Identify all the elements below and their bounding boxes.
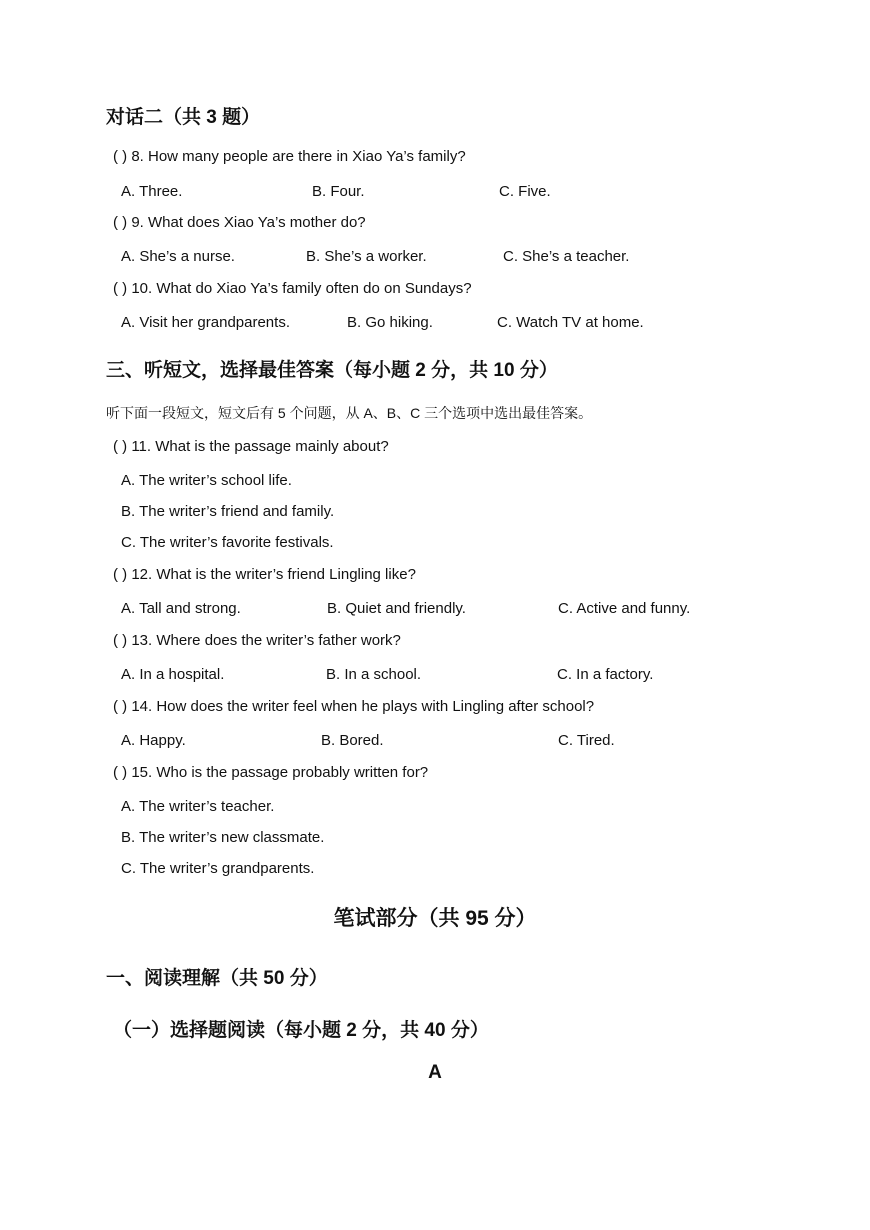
written-section-title: 笔试部分（共 95 分） bbox=[333, 907, 537, 930]
question-13-option-b: B. In a school. bbox=[326, 666, 422, 683]
question-10-option-b: B. Go hiking. bbox=[347, 314, 433, 331]
multiple-choice-reading-heading: （一）选择题阅读（每小题 2 分，共 40 分） bbox=[113, 1020, 489, 1041]
question-8-option-a: A. Three. bbox=[121, 183, 183, 200]
question-11-option-a: A. The writer’s school life. bbox=[121, 472, 292, 489]
dialog2-heading: 对话二（共 3 题） bbox=[106, 107, 261, 128]
question-10-option-a: A. Visit her grandparents. bbox=[121, 314, 290, 331]
passage-a-label: A bbox=[428, 1062, 442, 1083]
question-15-stem: ( ) 15. Who is the passage probably written for? bbox=[113, 764, 429, 781]
question-14-stem: ( ) 14. How does the writer feel when he plays with Lingling after school? bbox=[113, 698, 595, 715]
question-15-option-b: B. The writer’s new classmate. bbox=[121, 829, 325, 846]
question-12-option-a: A. Tall and strong. bbox=[121, 600, 241, 617]
question-14-option-a: A. Happy. bbox=[121, 732, 186, 749]
question-12-stem: ( ) 12. What is the writer’s friend Lingling like? bbox=[113, 566, 416, 583]
question-13-option-c: C. In a factory. bbox=[557, 666, 654, 683]
question-11-stem: ( ) 11. What is the passage mainly about? bbox=[113, 438, 389, 455]
reading-heading: 一、阅读理解（共 50 分） bbox=[106, 968, 328, 989]
question-11-option-c: C. The writer’s favorite festivals. bbox=[121, 534, 334, 551]
question-8-option-b: B. Four. bbox=[312, 183, 365, 200]
question-11-option-b: B. The writer’s friend and family. bbox=[121, 503, 335, 520]
question-9-option-c: C. She’s a teacher. bbox=[503, 248, 630, 265]
question-8-stem: ( ) 8. How many people are there in Xiao Ya’s family? bbox=[113, 148, 466, 165]
question-13-stem: ( ) 13. Where does the writer’s father work? bbox=[113, 632, 401, 649]
question-8-option-c: C. Five. bbox=[499, 183, 551, 200]
question-14-option-c: C. Tired. bbox=[558, 732, 615, 749]
question-10-stem: ( ) 10. What do Xiao Ya’s family often do on Sundays? bbox=[113, 280, 472, 297]
question-9-option-b: B. She’s a worker. bbox=[306, 248, 427, 265]
section3-instruction: 听下面一段短文，短文后有 5 个问题，从 A、B、C 三个选项中选出最佳答案。 bbox=[106, 405, 593, 421]
question-15-option-a: A. The writer’s teacher. bbox=[121, 798, 275, 815]
question-9-option-a: A. She’s a nurse. bbox=[121, 248, 235, 265]
question-15-option-c: C. The writer’s grandparents. bbox=[121, 860, 315, 877]
question-13-option-a: A. In a hospital. bbox=[121, 666, 225, 683]
question-14-option-b: B. Bored. bbox=[321, 732, 384, 749]
question-9-stem: ( ) 9. What does Xiao Ya’s mother do? bbox=[113, 214, 366, 231]
question-12-option-b: B. Quiet and friendly. bbox=[327, 600, 466, 617]
question-10-option-c: C. Watch TV at home. bbox=[497, 314, 644, 331]
section3-heading: 三、听短文，选择最佳答案（每小题 2 分，共 10 分） bbox=[106, 360, 558, 381]
question-12-option-c: C. Active and funny. bbox=[558, 600, 691, 617]
